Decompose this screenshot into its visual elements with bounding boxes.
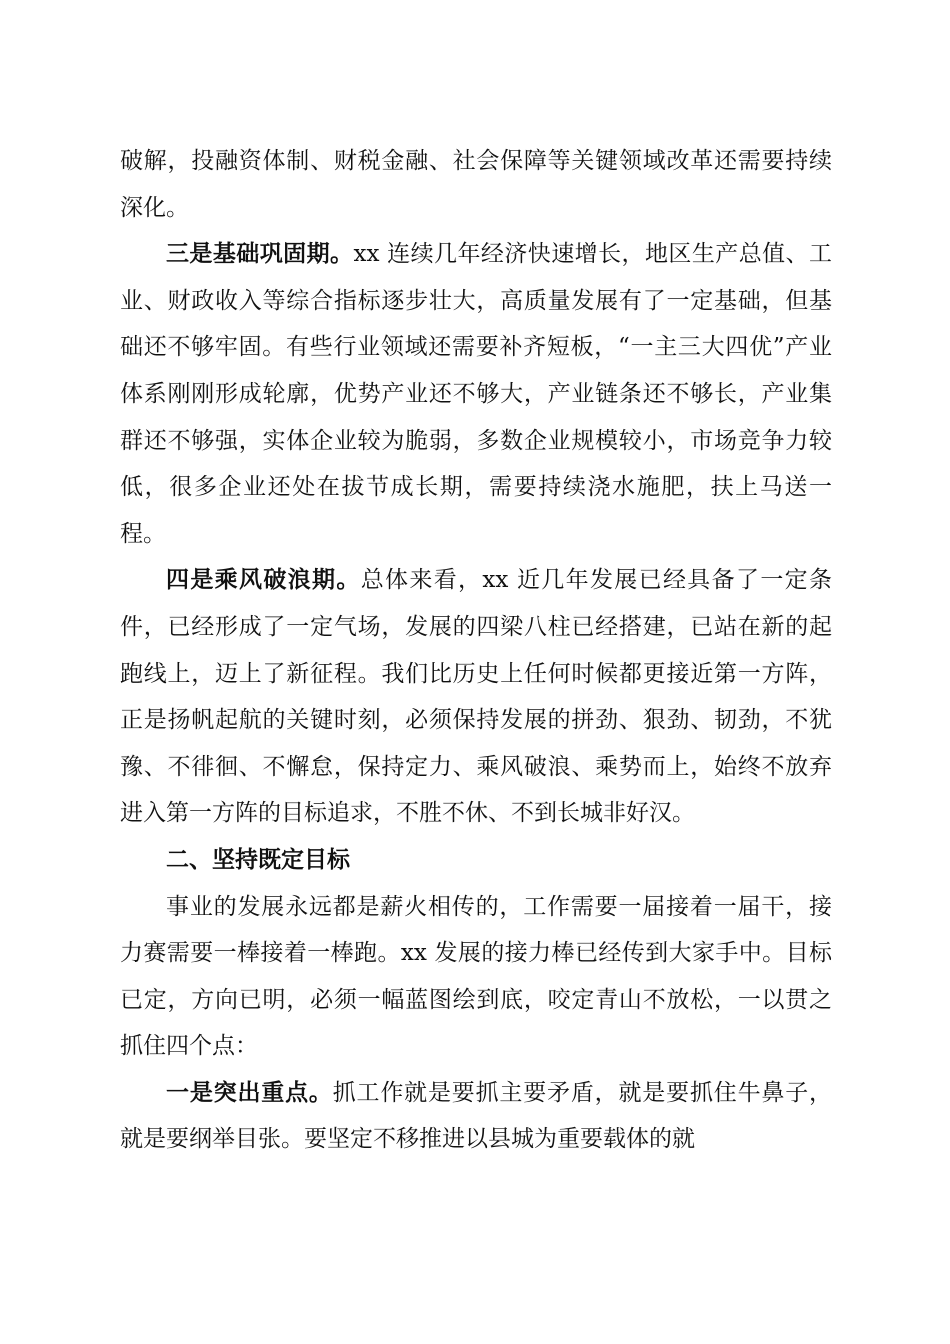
paragraph-3-text: 总体来看，xx 近几年发展已经具备了一定条件，已经形成了一定气场，发展的四梁八柱已经搭建，已站在新的起跑线上，迈上了新征程。我们比历史上任何时候都更接近第一方阵，正是扬帆起航的关键时刻，必须保持发展的拼劲、狠劲、韧劲，不犹豫、不徘徊、不懈怠，保持定力、乘风破浪、乘势而上，始终不放弃进入第一方阵的目标追求，不胜不休、不到长城非好汉。	[120, 567, 832, 827]
paragraph-1	[120, 138, 832, 231]
paragraph-2-text: xx 连续几年经济快速增长，地区生产总值、工业、财政收入等综合指标逐步壮大，高质量发展有了一定基础，但基础还不够牢固。有些行业领域还需要补齐短板，“一主三大四优”产业体系刚刚形成轮廓，优势产业还不够大，产业链条还不够长，产业集群还不够强，实体企业较为脆弱，多数企业规模较小，市场竞争力较低，很多企业还处在拔节成长期，需要持续浇水施肥，扶上马送一程。	[120, 241, 832, 547]
paragraph-2	[120, 231, 832, 557]
paragraph-3	[120, 557, 832, 837]
paragraph-5-text: 抓工作就是要抓主要矛盾，就是要抓住牛鼻子，就是要纲举目张。要坚定不移推进以县城为重要载体的就	[120, 1079, 833, 1153]
paragraph-5	[120, 1070, 832, 1163]
paragraph-3-lead: 四是乘风破浪期。	[166, 566, 361, 594]
paragraph-1-text: 破解，投融资体制、财税金融、社会保障等关键领域改革还需要持续深化。	[120, 148, 832, 221]
document-page	[120, 138, 832, 1163]
paragraph-4	[120, 884, 832, 1070]
paragraph-5-lead: 一是突出重点。	[166, 1078, 333, 1106]
section-heading-2	[120, 837, 832, 884]
section-heading-2-text: 二、坚持既定目标	[166, 846, 350, 873]
paragraph-4-text: 事业的发展永远都是薪火相传的，工作需要一届接着一届干，接力赛需要一棒接着一棒跑。xx 发展的接力棒已经传到大家手中。目标已定，方向已明，必须一幅蓝图绘到底，咬定青山不放松，一以贯之抓住四个点：	[120, 893, 832, 1060]
paragraph-2-lead: 三是基础巩固期。	[166, 240, 354, 268]
